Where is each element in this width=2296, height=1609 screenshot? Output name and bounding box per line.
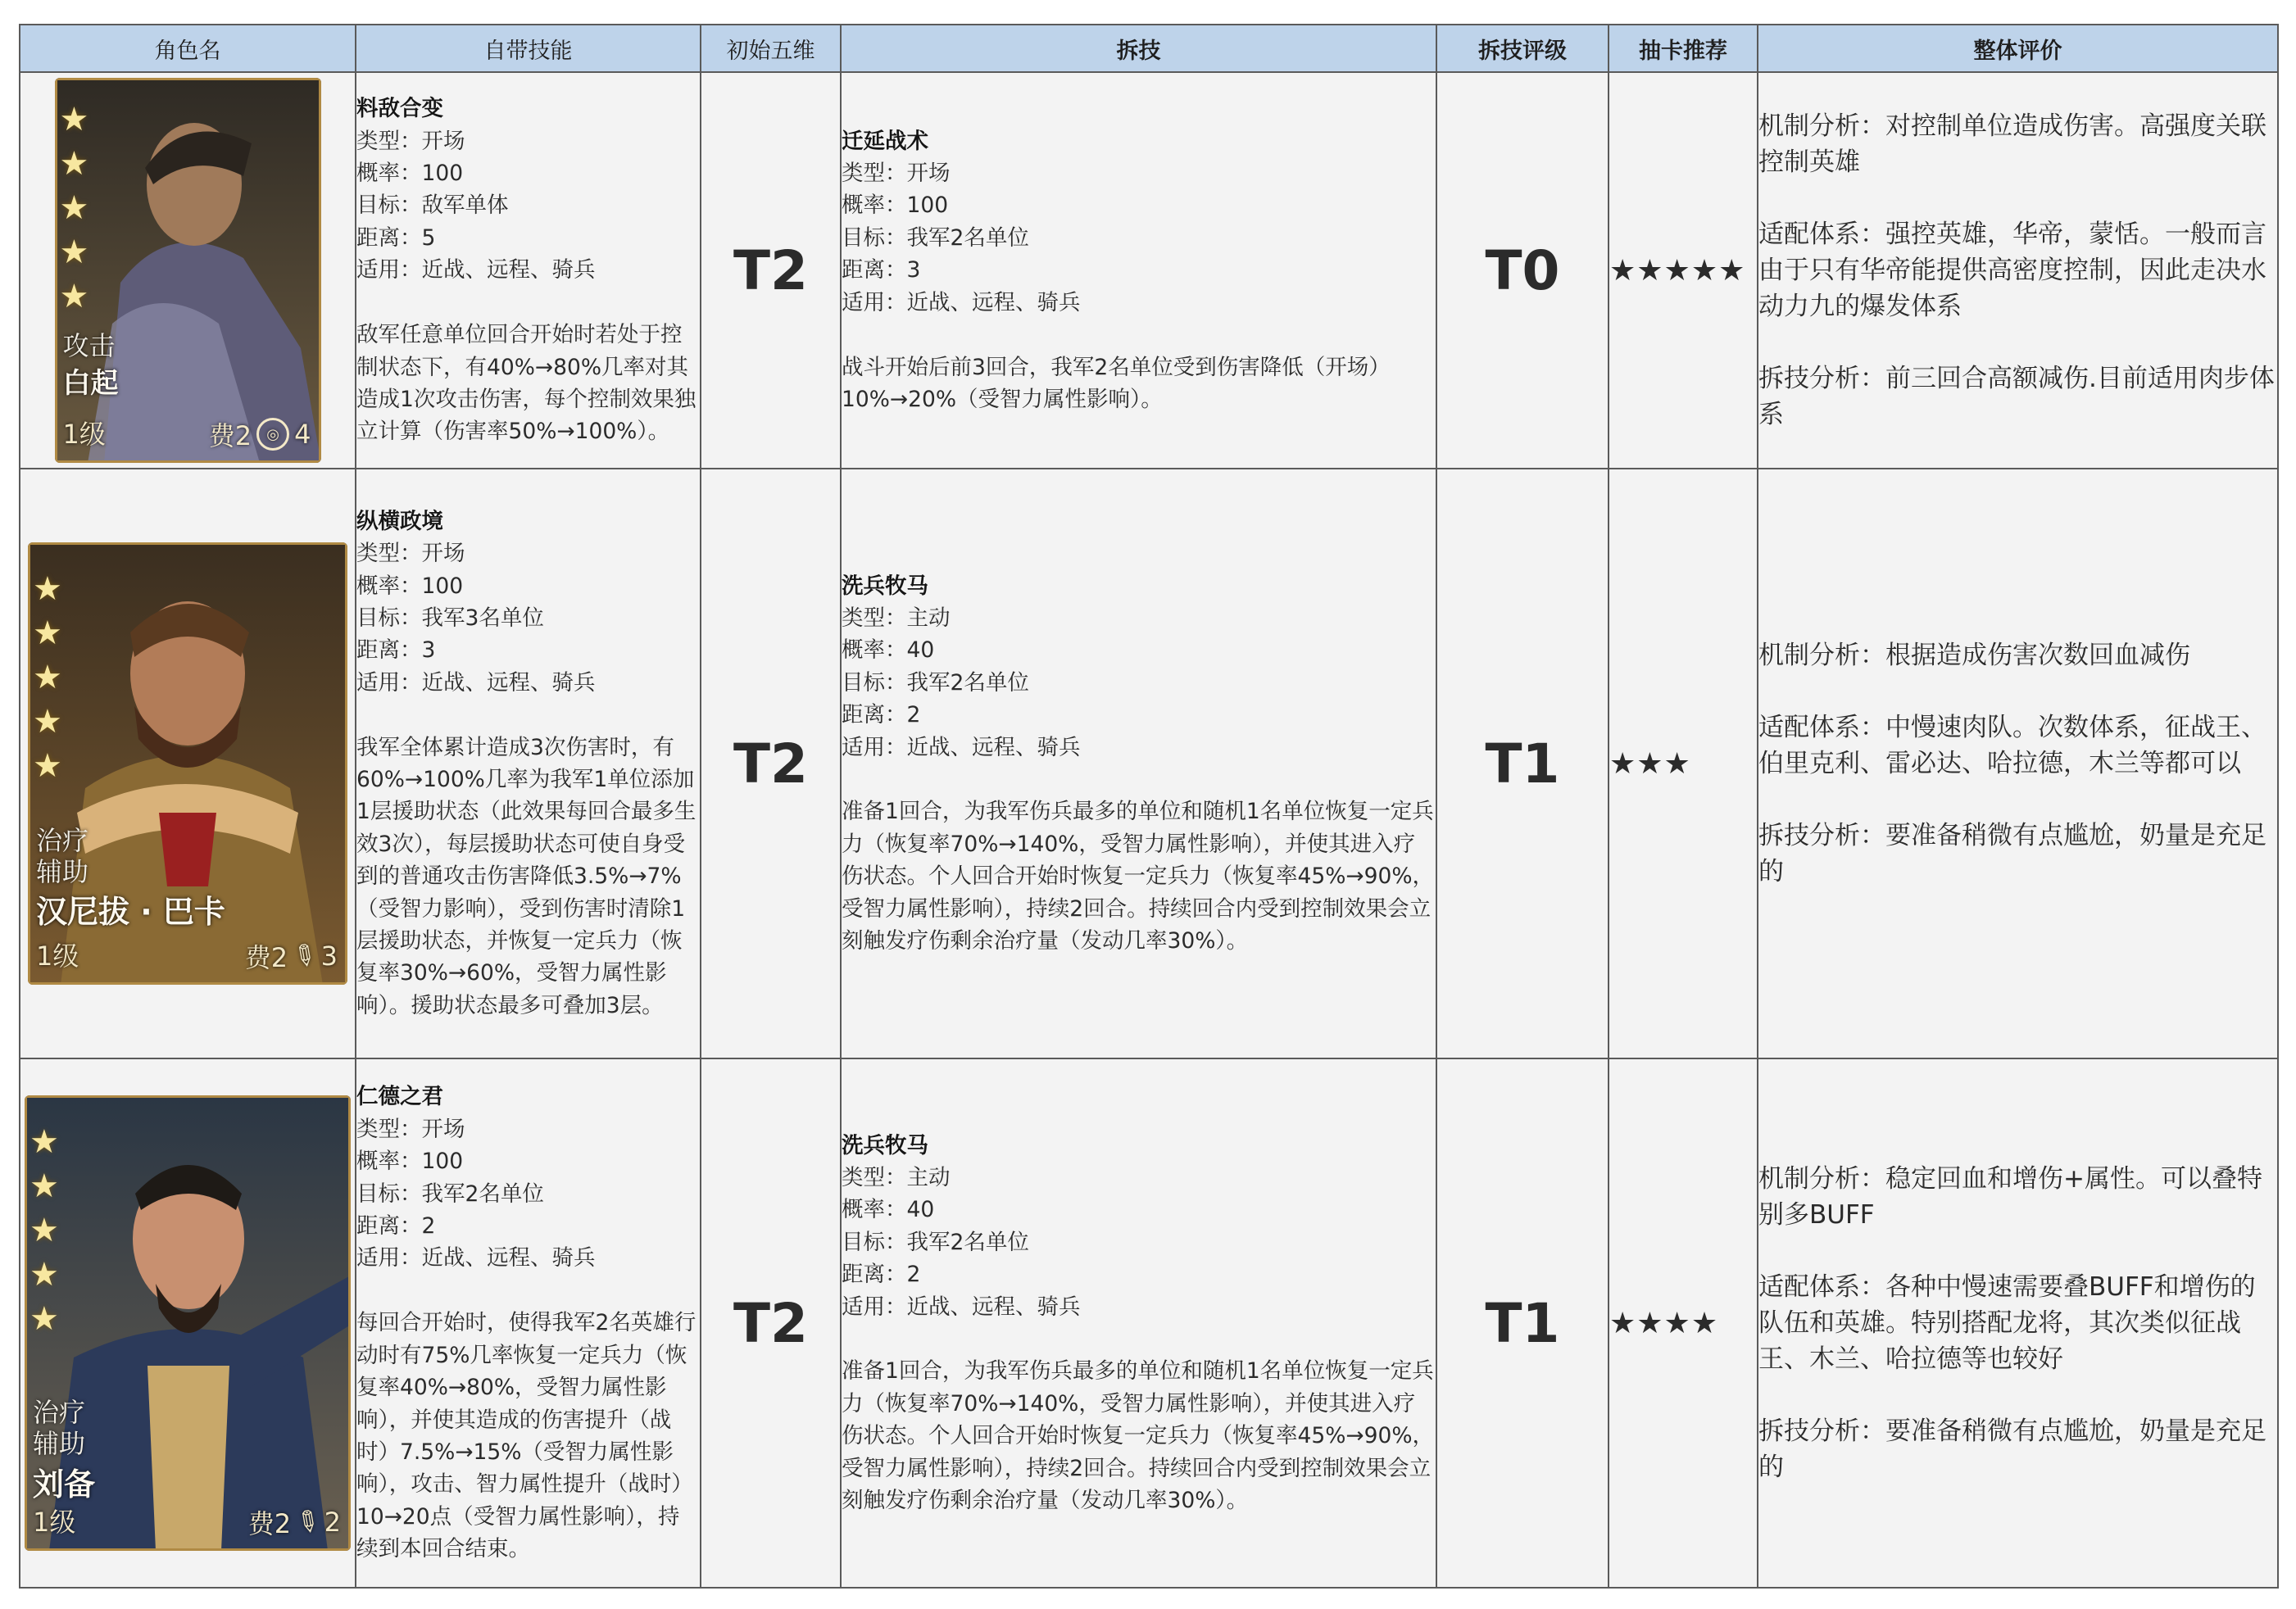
eval-system: 适配体系：各种中慢速需要叠BUFF和增伤的队伍和英雄。特别搭配龙将，其次类似征战王、木兰、哈拉德等也较好 xyxy=(1758,1272,2256,1374)
hero-range: 2 xyxy=(324,1507,341,1538)
skill-target: 目标：我军3名单位 xyxy=(356,605,544,631)
hero-role: 辅助 xyxy=(36,856,89,887)
hero-level: 1级 xyxy=(62,419,106,450)
skill-description: 我军全体累计造成3次伤害时，有60%→100%几率为我军1单位添加1层援助状态（此效果每回合最多生效3次），每层援助状态可使自身受到的普通攻击伤害降低3.5%→7%（受智力影响），受到伤害时清除1层援助状态，并恢复一定兵力（恢复率30%→60%，受智力属性影响）。援助状态最多可叠加3层。 xyxy=(356,734,697,1018)
split-skill-rate: 概率：40 xyxy=(842,637,935,664)
skill-rate: 概率：100 xyxy=(356,573,464,599)
header-split-grade: 拆技评级 xyxy=(1436,25,1609,72)
header-own-skill: 自带技能 xyxy=(356,25,701,72)
split-skill-name: 迁延战术 xyxy=(842,128,928,154)
hero-role: 攻击 xyxy=(62,330,116,361)
header-base-stats: 初始五维 xyxy=(701,25,841,72)
hero-name: 白起 xyxy=(62,367,119,400)
skill-distance: 距离：5 xyxy=(356,224,436,251)
split-skill-rate: 概率：100 xyxy=(842,193,949,219)
split-skill-distance: 距离：3 xyxy=(842,257,921,283)
eval-split: 拆技分析：要准备稍微有点尴尬，奶量是充足的 xyxy=(1758,1416,2267,1482)
star-icon: ★ xyxy=(59,145,89,183)
hero-star-rank xyxy=(29,1120,59,1341)
skill-target: 目标：我军2名单位 xyxy=(356,1181,544,1207)
header-overall-eval: 整体评价 xyxy=(1758,25,2278,72)
split-skill-target: 目标：我军2名单位 xyxy=(842,224,1029,251)
hero-star-rank xyxy=(33,567,62,788)
star-icon: ★ xyxy=(33,570,62,608)
table-row xyxy=(20,469,2278,1058)
hero-card xyxy=(55,78,321,463)
hero-cost-label: 费2 xyxy=(244,942,288,973)
split-skill-distance: 距离：2 xyxy=(842,1262,921,1288)
skill-distance: 距离：3 xyxy=(356,637,436,664)
base-stats-grade: T2 xyxy=(701,469,841,1058)
split-skill-target: 目标：我军2名单位 xyxy=(842,669,1029,696)
star-icon: ★ xyxy=(59,233,89,271)
star-icon: ★ xyxy=(29,1300,59,1338)
star-icon: ★ xyxy=(33,747,62,785)
split-skill-name: 洗兵牧马 xyxy=(842,1132,928,1158)
brush-icon: ✎ xyxy=(285,936,324,977)
split-skill-type: 类型：主动 xyxy=(842,1164,951,1190)
skill-type: 类型：开场 xyxy=(356,541,465,567)
header-row xyxy=(20,25,2278,72)
own-skill-cell xyxy=(356,469,701,1058)
hero-role: 辅助 xyxy=(33,1428,86,1459)
split-skill-description: 准备1回合，为我军伤兵最多的单位和随机1名单位恢复一定兵力（恢复率70%→140%，受智力属性影响），并使其进入疗伤状态。个人回合开始时恢复一定兵力（恢复率45%→90%，受智力属性影响），持续2回合。持续回合内受到控制效果会立刻触发疗伤剩余治疗量（发动几率30%）。 xyxy=(842,799,1435,954)
own-skill-cell xyxy=(356,1058,701,1588)
table-row xyxy=(20,1058,2278,1588)
star-icon: ★ xyxy=(59,278,89,315)
skill-type: 类型：开场 xyxy=(356,1116,465,1142)
header-split-skill: 拆技 xyxy=(841,25,1436,72)
split-skill-description: 准备1回合，为我军伤兵最多的单位和随机1名单位恢复一定兵力（恢复率70%→140%，受智力属性影响），并使其进入疗伤状态。个人回合开始时恢复一定兵力（恢复率45%→90%，受智力属性影响），持续2回合。持续回合内受到控制效果会立刻触发疗伤剩余治疗量（发动几率30%）。 xyxy=(842,1358,1435,1514)
hero-cost xyxy=(248,1503,341,1541)
split-skill-suit: 适用：近战、远程、骑兵 xyxy=(842,1294,1081,1320)
split-grade: T1 xyxy=(1436,1058,1609,1588)
star-icon: ★ xyxy=(59,189,89,227)
split-skill-cell xyxy=(841,72,1436,469)
eval-split: 拆技分析：前三回合高额减伤.目前适用肉步体系 xyxy=(1758,364,2275,429)
split-skill-rate: 概率：40 xyxy=(842,1197,935,1223)
eval-system: 适配体系：强控英雄，华帝，蒙恬。一般而言由于只有华帝能提供高密度控制，因此走决水动力九的爆发体系 xyxy=(1758,220,2267,321)
hero-cost-label: 费2 xyxy=(208,420,252,451)
hero-cost-label: 费2 xyxy=(247,1508,292,1539)
hero-card xyxy=(25,1095,351,1551)
hero-portrait-cell xyxy=(20,469,356,1058)
skill-rate: 概率：100 xyxy=(356,161,464,187)
base-stats-grade: T2 xyxy=(701,1058,841,1588)
hero-name: 刘备 xyxy=(33,1466,96,1502)
split-skill-distance: 距离：2 xyxy=(842,702,921,728)
skill-description: 每回合开始时，使得我军2名英雄行动时有75%几率恢复一定兵力（恢复率40%→80%，受智力属性影响），并使其造成的伤害提升（战时）7.5%→15%（受智力属性影响），攻击、智力属性提升（战时）10→20点（受智力属性影响），持续到本回合结束。 xyxy=(356,1310,697,1562)
star-icon: ★ xyxy=(29,1167,59,1205)
star-icon: ★ xyxy=(29,1256,59,1294)
skill-name: 料敌合变 xyxy=(356,96,443,122)
table-row xyxy=(20,72,2278,469)
overall-eval-cell xyxy=(1758,72,2278,469)
overall-eval-cell xyxy=(1758,1058,2278,1588)
hero-portrait-cell xyxy=(20,72,356,469)
skill-suit: 适用：近战、远程、骑兵 xyxy=(356,1245,596,1271)
skill-name: 纵横政境 xyxy=(356,508,443,534)
eval-split: 拆技分析：要准备稍微有点尴尬，奶量是充足的 xyxy=(1758,821,2267,886)
split-skill-cell xyxy=(841,469,1436,1058)
skill-distance: 距离：2 xyxy=(356,1213,436,1240)
target-icon: ◎ xyxy=(256,418,289,451)
skill-description: 敌军任意单位回合开始时若处于控制状态下，有40%→80%几率对其造成1次攻击伤害，每个控制效果独立计算（伤害率50%→100%）。 xyxy=(356,322,697,445)
split-skill-target: 目标：我军2名单位 xyxy=(842,1229,1029,1255)
base-stats-grade: T2 xyxy=(701,72,841,469)
hero-level: 1级 xyxy=(36,940,79,972)
split-skill-description: 战斗开始后前3回合，我军2名单位受到伤害降低（开场）10%→20%（受智力属性影响）。 xyxy=(842,354,1391,412)
eval-mechanism: 机制分析：对控制单位造成伤害。高强度关联控制英雄 xyxy=(1758,111,2267,177)
hero-portrait-art xyxy=(55,78,321,463)
star-icon: ★ xyxy=(33,703,62,741)
hero-cost xyxy=(245,937,338,975)
eval-mechanism: 机制分析：稳定回血和增伤+属性。可以叠特别多BUFF xyxy=(1758,1164,2262,1230)
skill-type: 类型：开场 xyxy=(356,128,465,154)
own-skill-cell xyxy=(356,72,701,469)
overall-eval-cell xyxy=(1758,469,2278,1058)
hero-role: 治疗 xyxy=(33,1397,86,1428)
gacha-recommend-stars: ★★★★★ xyxy=(1609,72,1758,469)
split-grade: T0 xyxy=(1436,72,1609,469)
hero-role: 治疗 xyxy=(36,825,89,856)
hero-star-rank xyxy=(60,97,89,319)
hero-range: 3 xyxy=(320,940,338,972)
star-icon: ★ xyxy=(29,1212,59,1249)
brush-icon: ✎ xyxy=(288,1502,327,1543)
hero-card xyxy=(28,542,347,985)
eval-mechanism: 机制分析：根据造成伤害次数回血减伤 xyxy=(1758,641,2190,670)
hero-cost xyxy=(209,415,311,453)
hero-evaluation-table xyxy=(19,24,2279,1589)
hero-portrait-cell xyxy=(20,1058,356,1588)
star-icon: ★ xyxy=(59,101,89,138)
star-icon: ★ xyxy=(33,659,62,696)
skill-suit: 适用：近战、远程、骑兵 xyxy=(356,669,596,696)
split-skill-type: 类型：主动 xyxy=(842,605,951,631)
eval-system: 适配体系：中慢速肉队。次数体系，征战王、伯里克利、雷必达、哈拉德，木兰等都可以 xyxy=(1758,713,2267,778)
split-skill-name: 洗兵牧马 xyxy=(842,573,928,599)
gacha-recommend-stars: ★★★ xyxy=(1609,469,1758,1058)
hero-name: 汉尼拔 · 巴卡 xyxy=(36,894,225,930)
split-skill-cell xyxy=(841,1058,1436,1588)
skill-suit: 适用：近战、远程、骑兵 xyxy=(356,257,596,283)
hero-level: 1级 xyxy=(33,1507,76,1538)
gacha-recommend-stars: ★★★★ xyxy=(1609,1058,1758,1588)
hero-range: 4 xyxy=(294,419,311,450)
split-skill-type: 类型：开场 xyxy=(842,161,951,187)
header-hero-name: 角色名 xyxy=(20,25,356,72)
split-skill-suit: 适用：近战、远程、骑兵 xyxy=(842,289,1081,315)
split-grade: T1 xyxy=(1436,469,1609,1058)
skill-name: 仁德之君 xyxy=(356,1084,443,1110)
skill-target: 目标：敌军单体 xyxy=(356,193,509,219)
header-gacha-recommend: 抽卡推荐 xyxy=(1609,25,1758,72)
star-icon: ★ xyxy=(33,614,62,652)
skill-rate: 概率：100 xyxy=(356,1149,464,1175)
star-icon: ★ xyxy=(29,1123,59,1161)
split-skill-suit: 适用：近战、远程、骑兵 xyxy=(842,734,1081,760)
